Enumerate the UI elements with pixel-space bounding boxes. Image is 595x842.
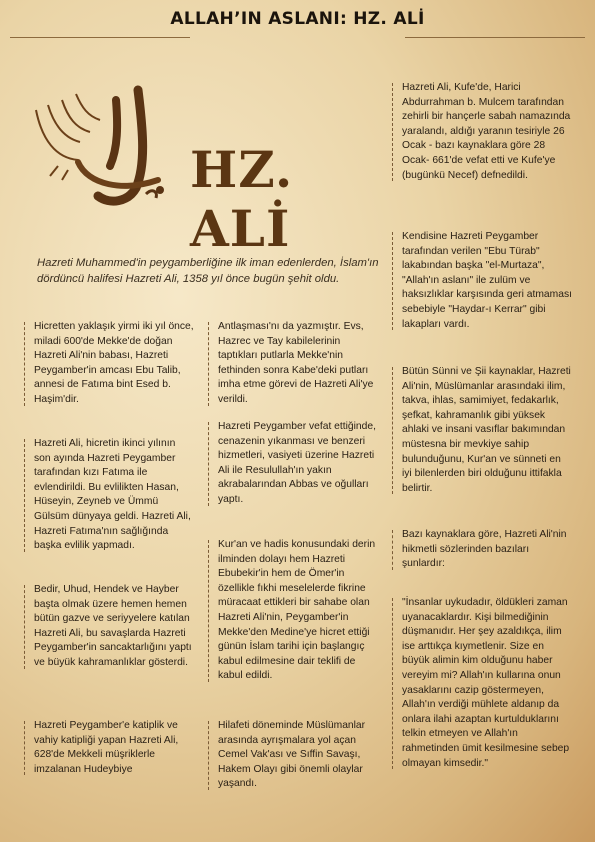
page-title: ALLAH’IN ASLANI: HZ. ALİ <box>170 9 425 29</box>
col3-paragraph-2: Kendisine Hazreti Peygamber tarafından verilen "Ebu Türab" lakabından başka "el-Murtaza", "Allah'ın aslanı" ile zulüm ve haksızlıklar karşısında geri atmaması sebebiyle "Haydar-ı Kerrar" gibi lakapları vardı. <box>392 230 572 332</box>
col3-paragraph-1: Hazreti Ali, Kufe'de, Harici Abdurrahman b. Mulcem tarafından zehirli bir hançerle sabah namazında yaralandı, aldığı yaranın tesiriyle 26 Ocak - bazı kaynaklara göre 28 Ocak- 661'de vefat etti ve Kufe'ye (bugünkü Necef) defnedildi. <box>392 81 572 183</box>
col2-paragraph-1: Antlaşması'nı da yazmıştır. Evs, Hazrec ve Tay kabilelerinin taptıkları putlarla Mekke'nin fethinden sonra Kabe'deki putları imha etme görevi de Hazreti Ali'ye verildi. <box>208 320 378 408</box>
title-divider-left <box>10 37 190 38</box>
col3-paragraph-3: Bütün Sünni ve Şii kaynaklar, Hazreti Ali'nin, Müslümanlar arasındaki ilim, takva, ihlas, samimiyet, fedakarlık, şefkat, kahramanlık gibi yüksek ahlaki ve insani vasıflar bakımından müstesna bir mevkiye sahip bulunduğunu, Kur'an ve sünneti en iyi bilenlerden biri olduğunu ittifakla belirtir. <box>392 365 572 496</box>
title-divider-right <box>405 37 585 38</box>
col1-paragraph-1: Hicretten yaklaşık yirmi iki yıl önce, miladi 600'de Mekke'de doğan Hazreti Ali'nin babası, Hazreti Peygamber'in amcası Ebu Talib, annesi de Fatıma bint Esed b. Haşim'dir. <box>24 320 194 408</box>
col1-paragraph-4: Hazreti Peygamber'e katiplik ve vahiy katipliği yapan Hazreti Ali, 628'de Mekkeli müşriklerle imzalanan Hudeybiye <box>24 719 194 777</box>
col2-paragraph-3: Kur'an ve hadis konusundaki derin ilminden dolayı hem Hazreti Ebubekir'in hem de Ömer'in özellikle fıkhi meselelerde fikrine müracaat ettikleri bir sahabe olan Hazreti Ali'nin, Peygamber'in Mekke'den Medine'ye hicret ettiği günün İslam tarihi için başlangıç kabul edilmesine dair teklifi de kabul edildi. <box>208 538 378 684</box>
col1-paragraph-2: Hazreti Ali, hicretin ikinci yılının son ayında Hazreti Peygamber tarafından kızı Fatıma ile evlendirildi. Bu evlilikten Hasan, Hüseyin, Zeyneb ve Ümmü Gülsüm dünyaya geldi. Hazreti Ali, Hazreti Fatıma'nın sağlığında başka evlilik yapmadı. <box>24 437 194 554</box>
intro-paragraph: Hazreti Muhammed'in peygamberliğine ilk iman edenlerden, İslam'ın dördüncü halifesi Hazreti Ali, 1358 yıl önce bugün şehit oldu. <box>37 257 379 285</box>
col2-paragraph-4: Hilafeti döneminde Müslümanlar arasında ayrışmalara yol açan Cemel Vak'ası ve Sıffin Savaşı, Hakem Olayı gibi önemli olaylar yaşandı. <box>208 719 378 792</box>
col3-quote: "İnsanlar uykudadır, öldükleri zaman uyanacaklardır. Kişi bilmediğinin düşmanıdır. Her şey azaldıkça, ilim ise arttıkça kıymetlenir. Size en büyük alimin kim olduğunu haber vereyim mi? Allah'ın kullarına onun yasaklarını cazip göstermeyen, Allah'ın verdiği mühlete aldanıp da onlara ilahi azaptan kurtulduklarını telkin etmeyen ve Allah'ın rahmetinden ümit kesilmesine sebep olmayan kimsedir." <box>392 596 572 771</box>
col1-paragraph-3: Bedir, Uhud, Hendek ve Hayber başta olmak üzere hemen hemen bütün gazve ve seriyyelere katılan Hazreti Ali, bu savaşlarda Hazreti Peygamber'in sancaktarlığını yaptı ve büyük kahramanlıklar gösterdi. <box>24 583 194 671</box>
col2-paragraph-2: Hazreti Peygamber vefat ettiğinde, cenazenin yıkanması ve benzeri hizmetleri, vasiyeti üzerine Hazreti Ali ile Resulullah'ın yakın akrabalarından Abbas ve oğulları yaptı. <box>208 420 378 508</box>
arabic-calligraphy <box>18 70 178 220</box>
col3-paragraph-4: Bazı kaynaklara göre, Hazreti Ali'nin hikmetli sözlerinden bazıları şunlardır: <box>392 528 572 572</box>
hero-name: HZ. ALİ <box>190 140 294 258</box>
